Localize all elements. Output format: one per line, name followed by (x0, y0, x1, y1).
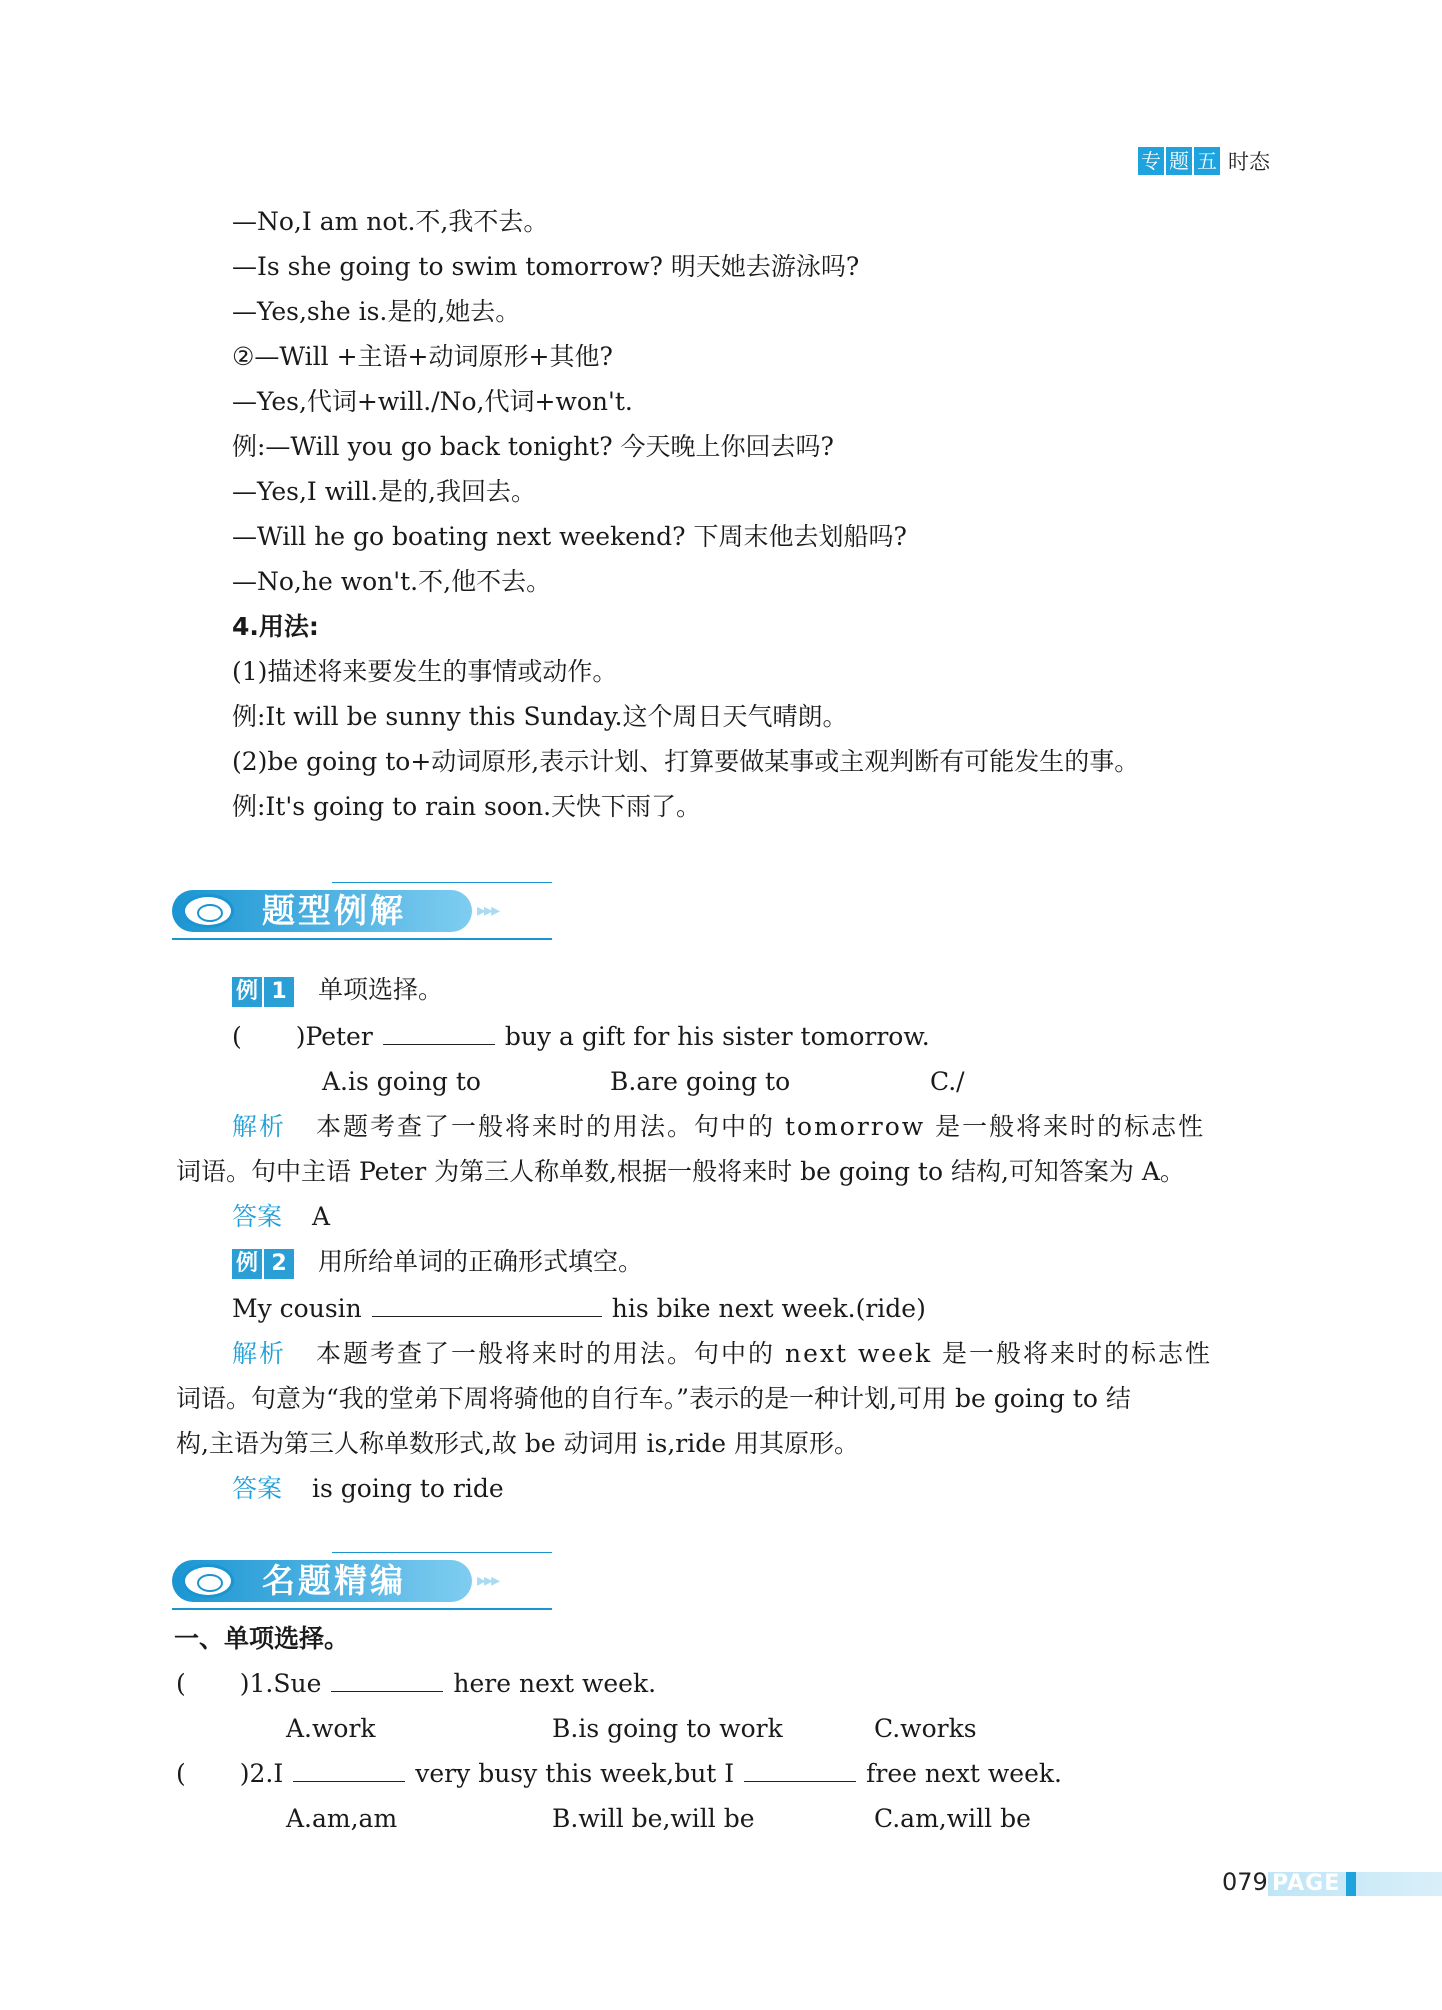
example-2-header (232, 1245, 643, 1279)
answer-line (232, 1200, 330, 1234)
banner-divider (332, 882, 552, 883)
intro-line: —Is she going to swim tomorrow? 明天她去游泳吗? (232, 252, 860, 281)
answer-blank[interactable] (372, 1292, 602, 1317)
exercise-question-1 (176, 1667, 656, 1701)
answer-label: 答案 (232, 1474, 283, 1503)
question-text: very busy this week,but I (415, 1759, 735, 1788)
option-b: B.will be,will be (552, 1804, 755, 1833)
banner-divider (172, 1608, 552, 1610)
analysis-text: 本题考查了一般将来时的用法。句中的 tomorrow 是一般将来时的标志性 (316, 1112, 1206, 1141)
analysis-line: 词语。句中主语 Peter 为第三人称单数,根据一般将来时 be going to 结构,可知答案为 A。 (176, 1157, 1185, 1186)
question-text: )1.Sue (239, 1669, 322, 1698)
option-b: B.are going to (610, 1067, 791, 1096)
question-text: his bike next week.(ride) (611, 1294, 926, 1323)
example-1-header (232, 973, 443, 1007)
banner-divider (332, 1552, 552, 1553)
intro-line: —No,I am not.不,我不去。 (232, 207, 549, 236)
option-c: C.am,will be (874, 1804, 1031, 1833)
usage-line: 例:It's going to rain soon.天快下雨了。 (232, 792, 702, 821)
exercise-question-2 (176, 1757, 1062, 1791)
section-title: 名题精编 (262, 1561, 406, 1600)
intro-line: —No,he won't.不,他不去。 (232, 567, 552, 596)
answer-blank[interactable] (744, 1757, 856, 1782)
example-instruction: 用所给单词的正确形式填空。 (318, 1247, 644, 1276)
example-1-question (232, 1020, 930, 1054)
option-a: A.work (286, 1714, 376, 1743)
answer-label: 答案 (232, 1202, 283, 1231)
option-c: C./ (930, 1067, 965, 1096)
arrows-icon: ▸▸▸ (477, 900, 499, 921)
chapter-tag-char: 五 (1194, 147, 1220, 175)
intro-line: 例:—Will you go back tonight? 今天晚上你回去吗? (232, 432, 834, 461)
usage-line: (1)描述将来要发生的事情或动作。 (232, 657, 618, 686)
analysis-line: 构,主语为第三人称单数形式,故 be 动词用 is,ride 用其原形。 (176, 1429, 859, 1458)
chapter-tag-char: 专 (1138, 147, 1164, 175)
book-icon (182, 894, 234, 928)
option-b: B.is going to work (552, 1714, 783, 1743)
example-2-question (232, 1292, 926, 1326)
page-word: PAGE (1272, 1871, 1341, 1896)
chapter-tag-char: 题 (1166, 147, 1192, 175)
chapter-tag-label: 时态 (1228, 150, 1270, 174)
answer-paren: ( (232, 1022, 242, 1051)
banner-divider (172, 938, 552, 940)
question-text: free next week. (866, 1759, 1062, 1788)
analysis-text: 本题考查了一般将来时的用法。句中的 next week 是一般将来时的标志性 (316, 1339, 1213, 1368)
usage-line: 例:It will be sunny this Sunday.这个周日天气晴朗。 (232, 702, 848, 731)
analysis-label: 解析 (232, 1112, 287, 1141)
answer-paren: ( (176, 1669, 186, 1698)
analysis-line: 词语。句意为“我的堂弟下周将骑他的自行车。”表示的是一种计划,可用 be going to 结 (176, 1384, 1131, 1413)
intro-line: —Yes,I will.是的,我回去。 (232, 477, 537, 506)
intro-line: —Will he go boating next weekend? 下周末他去划船吗? (232, 522, 907, 551)
question-text: My cousin (232, 1294, 362, 1323)
example-label-char: 例 (232, 1249, 262, 1279)
question-text: )2.I (239, 1759, 284, 1788)
analysis-line (232, 1110, 1205, 1144)
answer-blank[interactable] (293, 1757, 405, 1782)
analysis-line (232, 1337, 1212, 1371)
question-text: here next week. (453, 1669, 657, 1698)
answer-paren: ( (176, 1759, 186, 1788)
usage-line: (2)be going to+动词原形,表示计划、打算要做某事或主观判断有可能发生的事。 (232, 747, 1140, 776)
answer-blank[interactable] (383, 1020, 495, 1045)
option-a: A.is going to (322, 1067, 481, 1096)
answer-text: is going to ride (312, 1474, 504, 1503)
example-label-number: 1 (264, 977, 294, 1007)
page-marker (1346, 1872, 1356, 1896)
question-text: )Peter (295, 1022, 373, 1051)
answer-blank[interactable] (331, 1667, 443, 1692)
exercise-heading: 一、单项选择。 (174, 1624, 350, 1653)
intro-line: —Yes,she is.是的,她去。 (232, 297, 521, 326)
page-number: 079 (1222, 1868, 1268, 1896)
book-icon (182, 1564, 234, 1598)
intro-line: ②—Will +主语+动词原形+其他? (232, 342, 613, 371)
answer-text: A (312, 1202, 331, 1231)
example-instruction: 单项选择。 (318, 975, 444, 1004)
analysis-label: 解析 (232, 1339, 287, 1368)
usage-heading: 4.用法: (232, 612, 319, 641)
example-label (232, 1249, 296, 1279)
section-title: 题型例解 (262, 891, 406, 930)
option-c: C.works (874, 1714, 977, 1743)
section-banner-exercises (172, 1550, 552, 1610)
arrows-icon: ▸▸▸ (477, 1570, 499, 1591)
chapter-tag (1138, 146, 1270, 176)
question-text: buy a gift for his sister tomorrow. (504, 1022, 930, 1051)
example-label-number: 2 (264, 1249, 294, 1279)
example-label-char: 例 (232, 977, 262, 1007)
example-label (232, 977, 296, 1007)
answer-line (232, 1472, 504, 1506)
option-a: A.am,am (286, 1804, 398, 1833)
section-banner-examples (172, 880, 552, 940)
intro-line: —Yes,代词+will./No,代词+won't. (232, 387, 633, 416)
chapter-tag-box (1138, 147, 1222, 175)
